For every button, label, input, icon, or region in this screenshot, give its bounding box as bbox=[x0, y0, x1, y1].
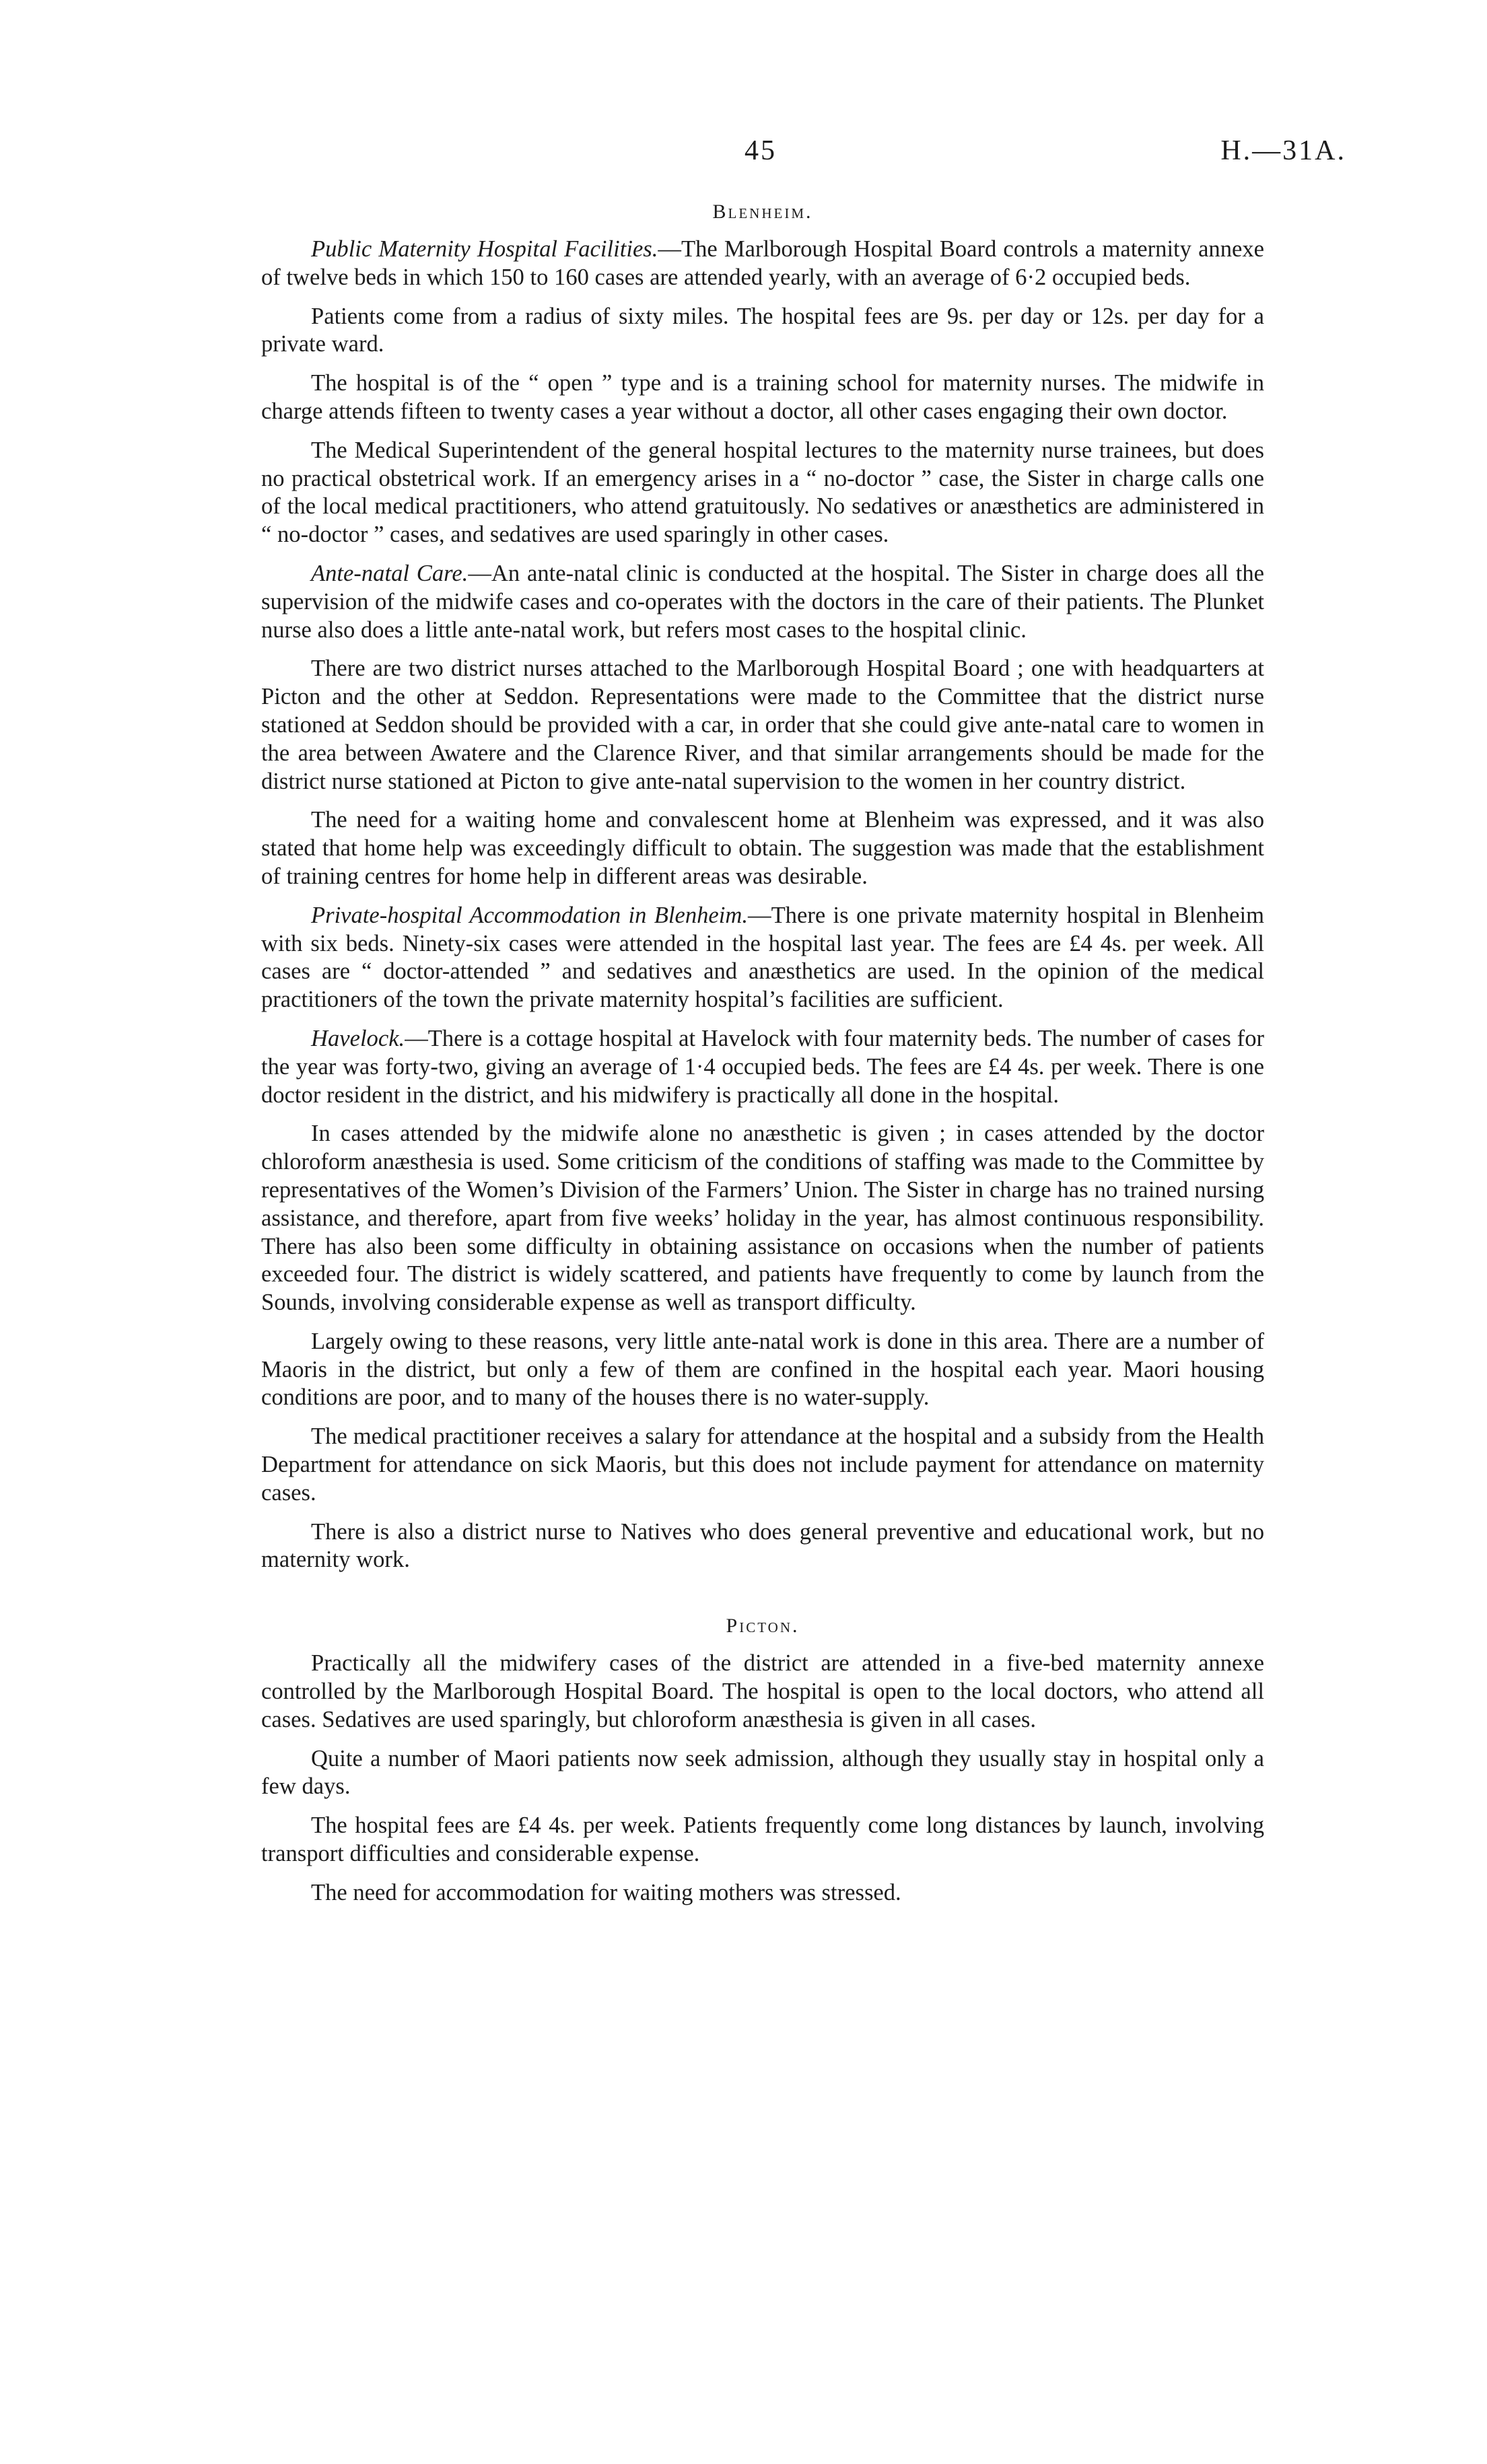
paragraph-text: In cases attended by the midwife alone no anæsthetic is given ; in cases attended by the doctor chloroform anæsthesia is used. Some criticism of the conditions of staffing was made to the Committee by representatives of the Women’s Division of the Farmers’ Union. The Sister in charge has no trained nursing assistance, and therefore, apart from five weeks’ holiday in the year, has almost continuous responsibility. There has also been some difficulty in obtaining assistance on occasions when the number of patients exceeded four. The district is widely scattered, and patients have frequently to come by launch from the Sounds, involving considerable expense as well as transport difficulty. bbox=[261, 1121, 1264, 1316]
paragraph-text: —The Marlborough Hospital Board controls a maternity annexe of twelve beds in which 150 to 160 cases are attended yearly, with an average of 6·2 occupied beds. bbox=[261, 236, 1264, 290]
paragraph-run-in-heading: Ante-natal Care. bbox=[311, 560, 469, 586]
paragraph-run-in-heading: Havelock. bbox=[311, 1025, 405, 1051]
paragraph bbox=[261, 1650, 1264, 1734]
paragraph-run-in-heading: Public Maternity Hospital Facilities. bbox=[311, 236, 658, 262]
paragraph bbox=[261, 303, 1264, 359]
paragraph-text: Practically all the midwifery cases of the district are attended in a five-bed maternity annexe controlled by the Marlborough Hospital Board. The hospital is open to the local doctors, who attend all cases. Sedatives are used sparingly, but chloroform anæsthesia is given in all cases. bbox=[261, 1650, 1264, 1732]
paragraph bbox=[261, 1423, 1264, 1507]
paragraph bbox=[261, 1518, 1264, 1575]
paragraph bbox=[261, 236, 1264, 292]
paragraph-run-in-heading: Private-hospital Accommodation in Blenheim. bbox=[311, 902, 748, 928]
paragraph bbox=[261, 1025, 1264, 1109]
paragraph-text: The Medical Superintendent of the general hospital lectures to the maternity nurse trainees, but does no practical obstetrical work. If an emergency arises in a “ no-doctor ” case, the Sister in charge calls one of the local medical practitioners, who attend gratuitously. No sedatives or anæsthetics are administered in “ no-doctor ” cases, and sedatives are used sparingly in other cases. bbox=[261, 437, 1264, 548]
paragraph bbox=[261, 806, 1264, 890]
paragraph-text: The need for a waiting home and convalescent home at Blenheim was expressed, and it was also stated that home help was exceedingly difficult to obtain. The suggestion was made that the establishment of training centres for home help in different areas was desirable. bbox=[261, 807, 1264, 889]
paragraph-text: There is also a district nurse to Natives who does general preventive and educational work, but no maternity work. bbox=[261, 1518, 1264, 1573]
paragraph-text: The need for accommodation for waiting mothers was stressed. bbox=[311, 1879, 901, 1905]
paragraph bbox=[261, 1812, 1264, 1868]
paragraph bbox=[261, 369, 1264, 426]
paragraph-text: Largely owing to these reasons, very little ante-natal work is done in this area. There are a number of Maoris in the district, but only a few of them are confined in the hospital each year. Maori housing conditions are poor, and to many of the houses there is no water-supply. bbox=[261, 1328, 1264, 1411]
paragraph bbox=[261, 1745, 1264, 1802]
paragraph bbox=[261, 1120, 1264, 1317]
paragraph-text: —There is a cottage hospital at Havelock with four maternity beds. The number of cases for the year was forty-two, giving an average of 1·4 occupied beds. The fees are £4 4s. per week. There is one doctor resident in the district, and his midwifery is practically all done in the hospital. bbox=[261, 1025, 1264, 1108]
paragraph-text: The hospital fees are £4 4s. per week. Patients frequently come long distances by launch, involving transport difficulties and considerable expense. bbox=[261, 1812, 1264, 1867]
document-reference: H.—31A. bbox=[1220, 135, 1346, 166]
paragraph bbox=[261, 437, 1264, 549]
paragraph bbox=[261, 655, 1264, 796]
paragraph bbox=[261, 902, 1264, 1014]
page-number: 45 bbox=[745, 135, 777, 166]
section-heading-blenheim: Blenheim. bbox=[712, 201, 813, 223]
paragraph-text: Quite a number of Maori patients now seek admission, although they usually stay in hospital only a few days. bbox=[261, 1745, 1264, 1800]
paragraph bbox=[261, 560, 1264, 644]
paragraph bbox=[261, 1328, 1264, 1412]
section-heading-picton: Picton. bbox=[726, 1615, 800, 1638]
paragraph-text: The medical practitioner receives a salary for attendance at the hospital and a subsidy from the Health Department for attendance on sick Maoris, but this does not include payment for attendance on maternity cases. bbox=[261, 1423, 1264, 1506]
paragraph bbox=[261, 1879, 1264, 1907]
paragraph-text: —There is one private maternity hospital in Blenheim with six beds. Ninety-six cases were attended in the hospital last year. The fees are £4 4s. per week. All cases are “ doctor-attended ” and sedatives and anæsthetics are used. In the opinion of the medical practitioners of the town the private maternity hospital’s facilities are sufficient. bbox=[261, 902, 1264, 1013]
paragraph-text: —An ante-natal clinic is conducted at the hospital. The Sister in charge does all the supervision of the midwife cases and co-operates with the doctors in the care of their patients. The Plunket nurse also does a little ante-natal work, but refers most cases to the hospital clinic. bbox=[261, 560, 1265, 643]
paragraph-text: There are two district nurses attached to the Marlborough Hospital Board ; one with headquarters at Picton and the other at Seddon. Representations were made to the Committee that the district nurse stationed at Seddon should be provided with a car, in order that she could give ante-natal care to women in the area between Awatere and the Clarence River, and that similar arrangements should be made for the district nurse stationed at Picton to give ante-natal supervision to the women in her country district. bbox=[261, 656, 1264, 794]
paragraph-text: The hospital is of the “ open ” type and is a training school for maternity nurses. The midwife in charge attends fifteen to twenty cases a year without a doctor, all other cases engaging their own doctor. bbox=[261, 370, 1264, 424]
paragraph-text: Patients come from a radius of sixty miles. The hospital fees are 9s. per day or 12s. per day for a private ward. bbox=[261, 303, 1264, 357]
text-column bbox=[261, 195, 1264, 1918]
